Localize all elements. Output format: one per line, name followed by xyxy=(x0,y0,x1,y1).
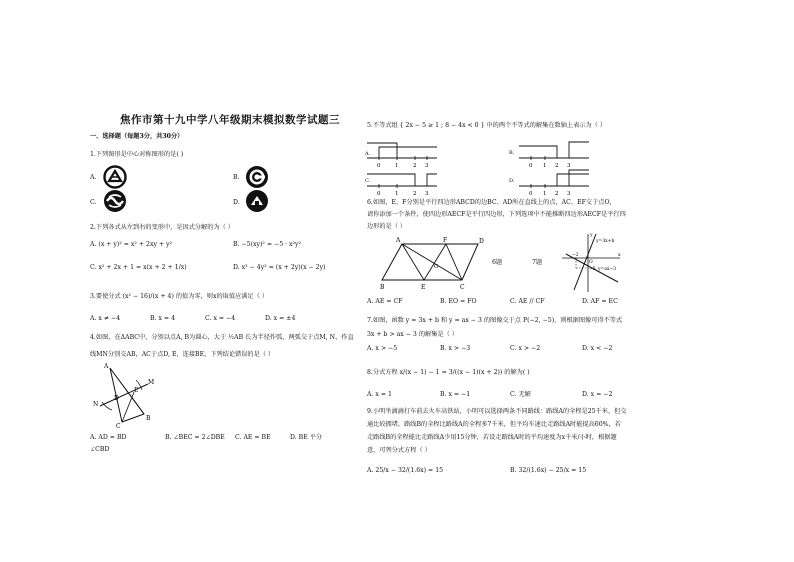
q5-a-label: A. xyxy=(365,151,371,157)
fig7-label-y: y xyxy=(590,233,593,238)
q6-option-d[interactable]: D. AF = EC xyxy=(582,298,618,305)
q5-a-tick-3: 3 xyxy=(425,163,429,169)
q5-c-tick-3: 3 xyxy=(425,191,429,197)
fig4-label-b: B xyxy=(146,415,151,422)
q6-parallelogram-figure xyxy=(376,234,488,292)
q9-stem-line4: 意，可列分式方程（ ） xyxy=(367,447,431,454)
q3-stem: 3.要使分式 (x² − 16)/(x + 4) 的值为零，则x的取值应满足（ ） xyxy=(90,293,268,300)
q7-option-c[interactable]: C. x > −2 xyxy=(510,345,541,352)
section-heading: 一、选择题（每题3分，共30分） xyxy=(90,133,184,140)
q6-option-c[interactable]: C. AE // CF xyxy=(510,298,545,305)
q9-option-b[interactable]: B. 32/(1.6x) − 25/x = 15 xyxy=(510,467,587,474)
logo-a-icon xyxy=(103,165,127,189)
q4-option-c[interactable]: C. AE = BE xyxy=(235,434,271,441)
fig4-label-n: N xyxy=(93,401,99,408)
q5-d-tick-2: 2 xyxy=(555,191,559,197)
q7-option-a[interactable]: A. x > −5 xyxy=(367,345,398,352)
logo-d-icon xyxy=(245,189,269,213)
q2-option-a[interactable]: A. (x + y)² = x² + 2xy + y² xyxy=(90,241,173,248)
fig4-label-a: A xyxy=(104,363,109,370)
logo-c-icon xyxy=(103,189,127,213)
q5-b-tick-1: 1 xyxy=(543,163,547,169)
fig6-label-f: F xyxy=(443,237,448,244)
fig6-label-e: E xyxy=(421,284,426,291)
q5-b-label: B. xyxy=(509,150,515,156)
q5-d-tick-3: 3 xyxy=(567,191,571,197)
fig4-label-e: E xyxy=(134,387,139,394)
q6-option-b[interactable]: B. EO = FO xyxy=(440,298,477,305)
q5-c-label: C. xyxy=(365,178,371,184)
q5-b-tick-0: 0 xyxy=(529,163,533,169)
q4-triangle-figure xyxy=(92,362,162,430)
fig7-label-neg2: −2 xyxy=(572,253,579,258)
q1-option-d[interactable]: D. xyxy=(233,199,240,206)
fig4-label-d: D xyxy=(114,395,119,402)
fig7-label-neg5: −5 xyxy=(589,267,596,272)
q5-a-tick-2: 2 xyxy=(413,163,417,169)
fig7-label-origin: O xyxy=(589,260,593,265)
q6-stem-line2: 请你添加一个条件，使四边形AECF是平行四边形，下列选项中不能推断四边形AECF是平行四 xyxy=(367,211,626,218)
q9-stem-line1: 9.小明坐滴滴打车前去火车高铁站，小明可以选择两条不同路线：路线A的全程是25千米，但交 xyxy=(367,408,627,415)
q7-stem-line1: 7.如图，函数 y = 3x + b 和 y = ax − 3 的图像交于点 P(−2, −5)，则根据图像可得不等式 xyxy=(367,317,623,324)
fig6-caption: 6题 xyxy=(492,259,503,266)
fig7-label-line1: y=3x+b xyxy=(596,239,615,244)
q4-option-d-cont: ∠CBD xyxy=(90,446,110,453)
q5-c-tick-0: 0 xyxy=(377,191,381,197)
fig6-label-b: B xyxy=(380,284,385,291)
q5-b-tick-3: 3 xyxy=(567,163,571,169)
q5-d-tick-1: 1 xyxy=(543,191,547,197)
fig4-label-c: C xyxy=(116,423,121,430)
q5-numberline-d xyxy=(509,166,599,200)
q3-option-d[interactable]: D. x = ±4 xyxy=(265,315,296,322)
q3-option-a[interactable]: A. x ≠ −4 xyxy=(90,315,121,322)
q6-stem-line1: 6.如图，E、F分别是平行四边形ABCD的边BC、AD所在直线上的点，AC、EF交于点O， xyxy=(367,199,616,206)
q8-option-d[interactable]: D. x = −2 xyxy=(582,391,613,398)
q2-option-d[interactable]: D. x³ − 4y² = (x + 2y)(x − 2y) xyxy=(233,264,326,271)
q4-stem-line1: 4.如图，在ΔABC中，分别以点A, B为圆心，大于 ½AB 长为半径作弧，两弧交于点M, N，作直 xyxy=(90,334,354,341)
q9-stem-line3: 走路线B的全程能比走路线A少用15分钟，若设走路线A时的平均速度为x千米/小时，根据题 xyxy=(367,434,617,441)
q2-option-c[interactable]: C. x² + 2x + 1 = x(x + 2 + 1/x) xyxy=(90,264,187,271)
q7-option-d[interactable]: D. x < −2 xyxy=(582,345,613,352)
fig6-label-o: O xyxy=(434,264,439,270)
q5-d-tick-0: 0 xyxy=(529,191,533,197)
q1-option-b[interactable]: B. xyxy=(233,174,240,181)
q9-stem-line2: 通比较拥堵，路线B的全程比路线A的全程多7千米，但平均车速比走路线A时能提高60%，若 xyxy=(367,421,621,428)
q2-stem: 2.下列各式从左到右的变形中，是因式分解的为（ ） xyxy=(90,224,234,231)
q1-stem: 1.下列图形是中心对称图形的是( ) xyxy=(90,151,184,158)
q5-c-tick-1: 1 xyxy=(395,191,399,197)
q5-d-label: D. xyxy=(509,178,515,184)
q5-stem: 5.不等式组 { 2x − 5 ≥ 1 ; 8 − 4x < 0 } 中的两个不等式的解集在数轴上表示为（ ） xyxy=(367,122,607,129)
q4-option-b[interactable]: B. ∠BEC = 2∠DBE xyxy=(165,434,225,441)
q3-option-b[interactable]: B. x = 4 xyxy=(150,315,176,322)
fig7-label-line2: y=ax−3 xyxy=(598,267,617,272)
q7-stem-line2: 3x + b > ax − 3 的解集是（ ） xyxy=(367,331,458,338)
q6-option-a[interactable]: A. AE = CF xyxy=(367,298,403,305)
q8-option-c[interactable]: C. 无解 xyxy=(510,391,531,398)
q4-option-a[interactable]: A. AD = BD xyxy=(90,434,127,441)
q5-a-tick-1: 1 xyxy=(395,163,399,169)
fig7-label-x: x xyxy=(618,253,621,258)
q1-option-c[interactable]: C. xyxy=(90,199,97,206)
q2-option-b[interactable]: B. −5(xy)² = −5 · x²y² xyxy=(233,241,301,248)
fig6-label-d: D xyxy=(479,238,484,245)
fig6-label-a: A xyxy=(396,237,401,244)
fig4-label-m: M xyxy=(148,379,155,386)
q1-option-a[interactable]: A. xyxy=(90,174,97,181)
logo-b-icon xyxy=(245,165,269,189)
q4-stem-line2: 线MN分别交AB，AC于点D, E，连接BE，下列结论错误的是（ ） xyxy=(90,351,275,358)
fig6-label-c: C xyxy=(460,284,465,291)
q7-graph-figure xyxy=(560,232,622,294)
page-title: 焦作市第十九中学八年级期末模拟数学试题三 xyxy=(120,114,340,126)
q8-option-b[interactable]: B. x = −1 xyxy=(440,391,471,398)
q7-option-b[interactable]: B. x > −3 xyxy=(440,345,471,352)
q3-option-c[interactable]: C. x = −4 xyxy=(205,315,236,322)
q5-a-tick-0: 0 xyxy=(377,163,381,169)
q4-option-d[interactable]: D. BE 平分 xyxy=(290,434,323,441)
q5-numberline-c xyxy=(367,166,457,200)
q9-option-a[interactable]: A. 25/x − 32/(1.6x) = 15 xyxy=(367,467,444,474)
q8-option-a[interactable]: A. x = 1 xyxy=(367,391,392,398)
q8-stem: 8.分式方程 x/(x − 1) − 1 = 3/((x − 1)(x + 2)) 的解为( ) xyxy=(367,369,530,376)
fig7-caption: 7题 xyxy=(532,259,543,266)
q5-c-tick-2: 2 xyxy=(413,191,417,197)
q5-b-tick-2: 2 xyxy=(555,163,559,169)
q6-stem-line3: 边形的是（ ） xyxy=(367,223,407,230)
